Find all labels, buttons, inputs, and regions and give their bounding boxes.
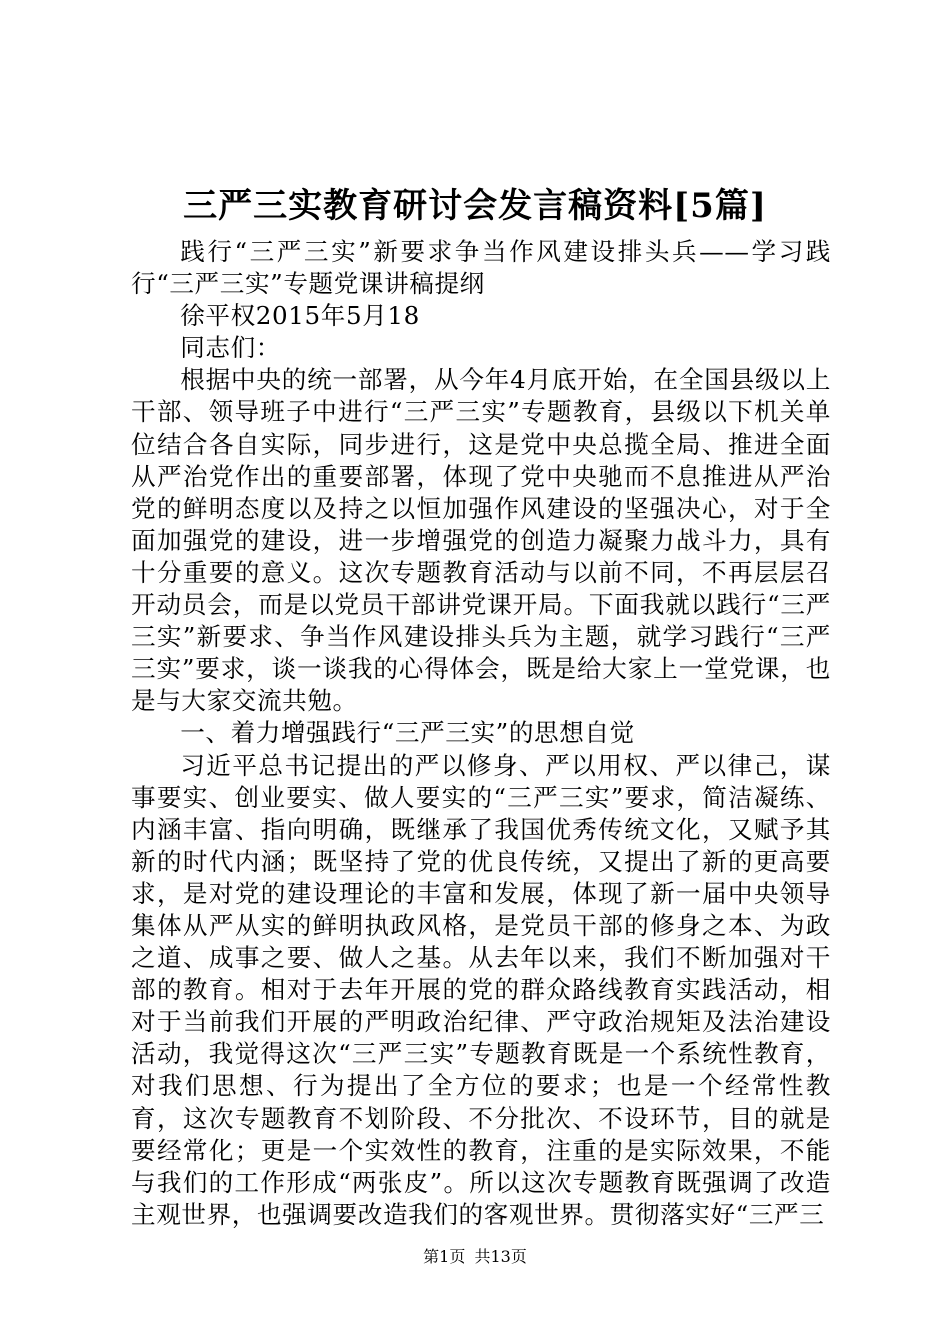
paragraph-intro: 根据中央的统一部署，从今年4月底开始，在全国县级以上干部、领导班子中进行“三严三实”专题教育，县级以下机关单位结合各自实际，同步进行，这是党中央总揽全局、推进全面从严治党作出的重要部署，体现了党中央驰而不息推进从严治党的鲜明态度以及持之以恒加强作风建设的坚强决心，对于全面加强党的建设，进一步增强党的创造力凝聚力战斗力，具有十分重要的意义。这次专题教育活动与以前不同，不再层层召开动员会，而是以党员干部讲党课开局。下面我就以践行“三严三实”新要求、争当作风建设排头兵为主题，就学习践行“三严三实”要求，谈一谈我的心得体会，既是给大家上一堂党课，也是与大家交流共勉。 — [131, 365, 831, 716]
document-body — [131, 236, 831, 1231]
page-number: 第1页 — [423, 1247, 466, 1266]
paragraph-author-date: 徐平权2015年5月18 — [180, 301, 420, 331]
page-footer — [0, 1247, 950, 1267]
page-total: 共13页 — [474, 1247, 527, 1266]
document-title: 三严三实教育研讨会发言稿资料[5篇] — [183, 186, 767, 226]
paragraph-section-1: 习近平总书记提出的严以修身、严以用权、严以律己，谋事要实、创业要实、做人要实的“三严三实”要求，简洁凝练、内涵丰富、指向明确，既继承了我国优秀传统文化，又赋予其新的时代内涵；既坚持了党的优良传统，又提出了新的更高要求，是对党的建设理论的丰富和发展，体现了新一届中央领导集体从严从实的鲜明执政风格，是党员干部的修身之本、为政之道、成事之要、做人之基。从去年以来，我们不断加强对干部的教育。相对于去年开展的党的群众路线教育实践活动，相对于当前我们开展的严明政治纪律、严守政治规矩及法治建设活动，我觉得这次“三严三实”专题教育既是一个系统性教育，对我们思想、行为提出了全方位的要求；也是一个经常性教育，这次专题教育不划阶段、不分批次、不设环节，目的就是要经常化；更是一个实效性的教育，注重的是实际效果，不能与我们的工作形成“两张皮”。所以这次专题教育既强调了改造主观世界，也强调要改造我们的客观世界。贯彻落实好“三严三 — [131, 750, 831, 1229]
section-heading-1: 一、着力增强践行“三严三实”的思想自觉 — [180, 718, 635, 748]
paragraph-salutation: 同志们： — [180, 333, 281, 363]
paragraph-subtitle: 践行“三严三实”新要求争当作风建设排头兵——学习践行“三严三实”专题党课讲稿提纲 — [131, 237, 831, 299]
